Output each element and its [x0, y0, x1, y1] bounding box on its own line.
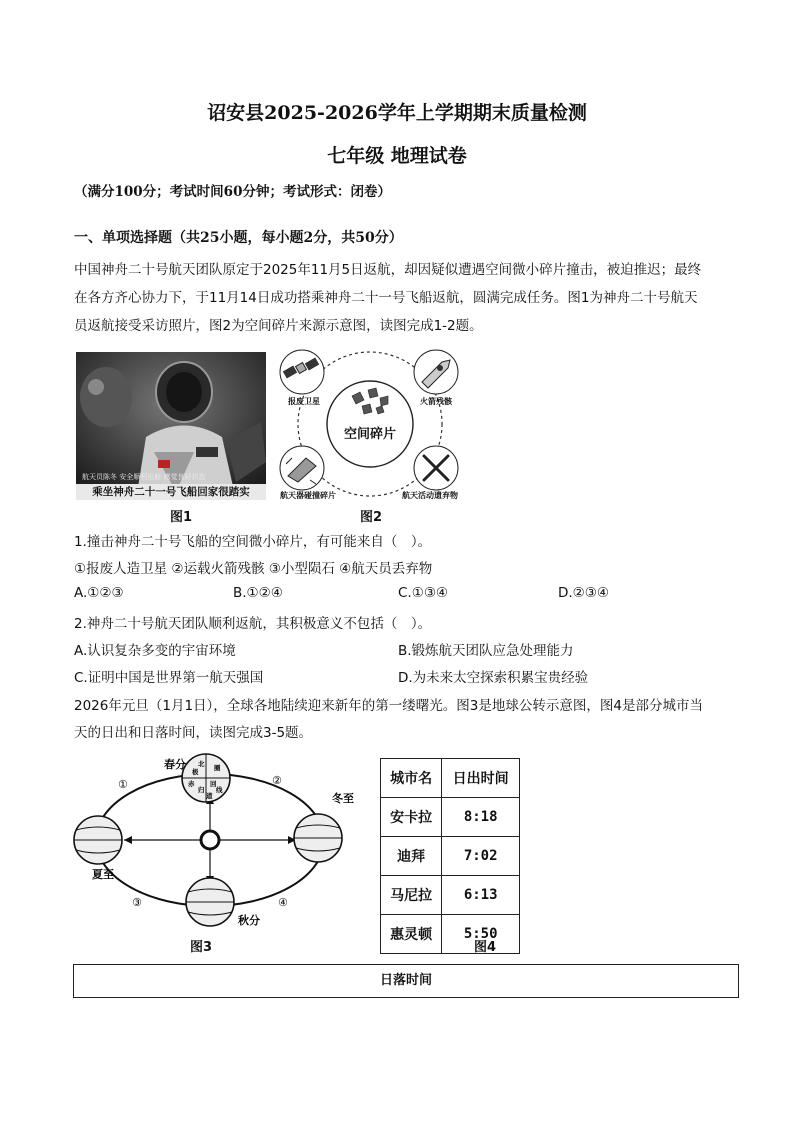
sunset-time-header: 日落时间 [73, 964, 739, 998]
globe-spring-icon [182, 754, 230, 802]
arc-label-2: ② [272, 774, 282, 787]
svg-text:北: 北 [198, 760, 205, 768]
svg-text:赤: 赤 [188, 780, 195, 788]
q2-option-b[interactable]: B.锻炼航天团队应急处理能力 [398, 643, 574, 659]
q1-stem: 1.撞击神舟二十号飞船的空间微小碎片，有可能来自（ ）。 [74, 534, 432, 550]
figure1-caption: 图1 [170, 510, 193, 525]
exam-subtitle: 七年级 地理试卷 [327, 145, 467, 167]
season-winter-label: 冬至 [332, 792, 354, 805]
sunrise-time: 8:18 [442, 798, 520, 837]
q2-option-d[interactable]: D.为未来太空探索积累宝贵经验 [398, 670, 589, 686]
city-name: 惠灵顿 [381, 915, 442, 954]
photo-banner: 乘坐神舟二十一号飞船回家很踏实 [76, 484, 266, 500]
source-label-rocket: 火箭残骸 [420, 397, 452, 406]
photo-subtitle-text: 航天员陈冬 安全顺利出舱 感觉良好状态 [82, 473, 206, 481]
table-row [381, 837, 520, 876]
source-label-satellite: 报废卫星 [288, 397, 320, 406]
city-name: 马尼拉 [381, 876, 442, 915]
sunrise-time: 7:02 [442, 837, 520, 876]
sunrise-table [380, 758, 520, 954]
sunrise-time: 5:50 [442, 915, 520, 954]
svg-text:道: 道 [206, 792, 213, 800]
city-name: 安卡拉 [381, 798, 442, 837]
sun-icon [201, 831, 219, 849]
q1-items: ①报废人造卫星 ②运载火箭残骸 ③小型陨石 ④航天员丢弃物 [74, 561, 433, 577]
arc-label-3: ③ [132, 896, 142, 909]
globe-summer-icon [74, 816, 122, 864]
table-row [381, 876, 520, 915]
section-heading: 一、单项选择题（共25小题，每小题2分，共50分） [74, 230, 403, 246]
q1-option-d[interactable]: D.②③④ [558, 585, 609, 601]
svg-text:归: 归 [198, 786, 205, 794]
arc-label-1: ① [118, 778, 128, 791]
city-name: 迪拜 [381, 837, 442, 876]
source-label-collision: 航天器碰撞碎片 [280, 491, 336, 500]
globe-autumn-icon [186, 878, 234, 926]
svg-text:圈: 圈 [214, 764, 221, 772]
intro-line-3: 员返航接受采访照片，图2为空间碎片来源示意图，读图完成1-2题。 [74, 318, 483, 334]
season-spring-label: 春分 [164, 758, 186, 771]
q1-option-c[interactable]: C.①③④ [398, 585, 449, 601]
exam-title: 诏安县2025-2026学年上学期期末质量检测 [207, 102, 587, 124]
q1-option-a[interactable]: A.①②③ [74, 585, 124, 601]
exam-info: （满分100分；考试时间60分钟；考试形式：闭卷） [74, 184, 391, 200]
svg-text:回: 回 [210, 780, 217, 788]
sunrise-time: 6:13 [442, 876, 520, 915]
q2-stem: 2.神舟二十号航天团队顺利返航，其积极意义不包括（ ）。 [74, 616, 432, 632]
arc-label-4: ④ [278, 896, 288, 909]
debris-center-label: 空间碎片 [343, 427, 397, 442]
space-debris-diagram [272, 346, 468, 502]
figure3-caption: 图3 [190, 940, 213, 955]
table-header-sunrise: 日出时间 [442, 759, 520, 798]
svg-text:极: 极 [192, 768, 199, 776]
figure4-caption: 图4 [474, 940, 497, 955]
q1-option-b[interactable]: B.①②④ [233, 585, 283, 601]
svg-text:线: 线 [216, 786, 223, 794]
source-label-activity: 航天活动遗弃物 [402, 491, 458, 500]
figure2-caption: 图2 [360, 510, 383, 525]
passage2-line-2: 天的日出和日落时间，读图完成3-5题。 [74, 725, 313, 741]
globe-winter-icon [294, 814, 342, 862]
table-header-city: 城市名 [381, 759, 442, 798]
q2-option-c[interactable]: C.证明中国是世界第一航天强国 [74, 670, 264, 686]
earth-revolution-diagram [70, 748, 354, 938]
season-summer-label: 夏至 [92, 868, 114, 881]
intro-line-2: 在各方齐心协力下，于11月14日成功搭乘神舟二十一号飞船返航，圆满完成任务。图1为神舟二十号航天 [74, 290, 698, 306]
table-row [381, 915, 520, 954]
passage2-line-1: 2026年元旦（1月1日），全球各地陆续迎来新年的第一缕曙光。图3是地球公转示意图，图4是部分城市当 [74, 698, 703, 714]
season-autumn-label: 秋分 [238, 914, 260, 927]
astronaut-photo [76, 352, 266, 500]
sunrise-table-clip [380, 758, 509, 943]
intro-line-1: 中国神舟二十号航天团队原定于2025年11月5日返航，却因疑似遭遇空间微小碎片撞击，被迫推迟；最终 [74, 262, 702, 278]
table-row [381, 798, 520, 837]
q2-option-a[interactable]: A.认识复杂多变的宇宙环境 [74, 643, 236, 659]
